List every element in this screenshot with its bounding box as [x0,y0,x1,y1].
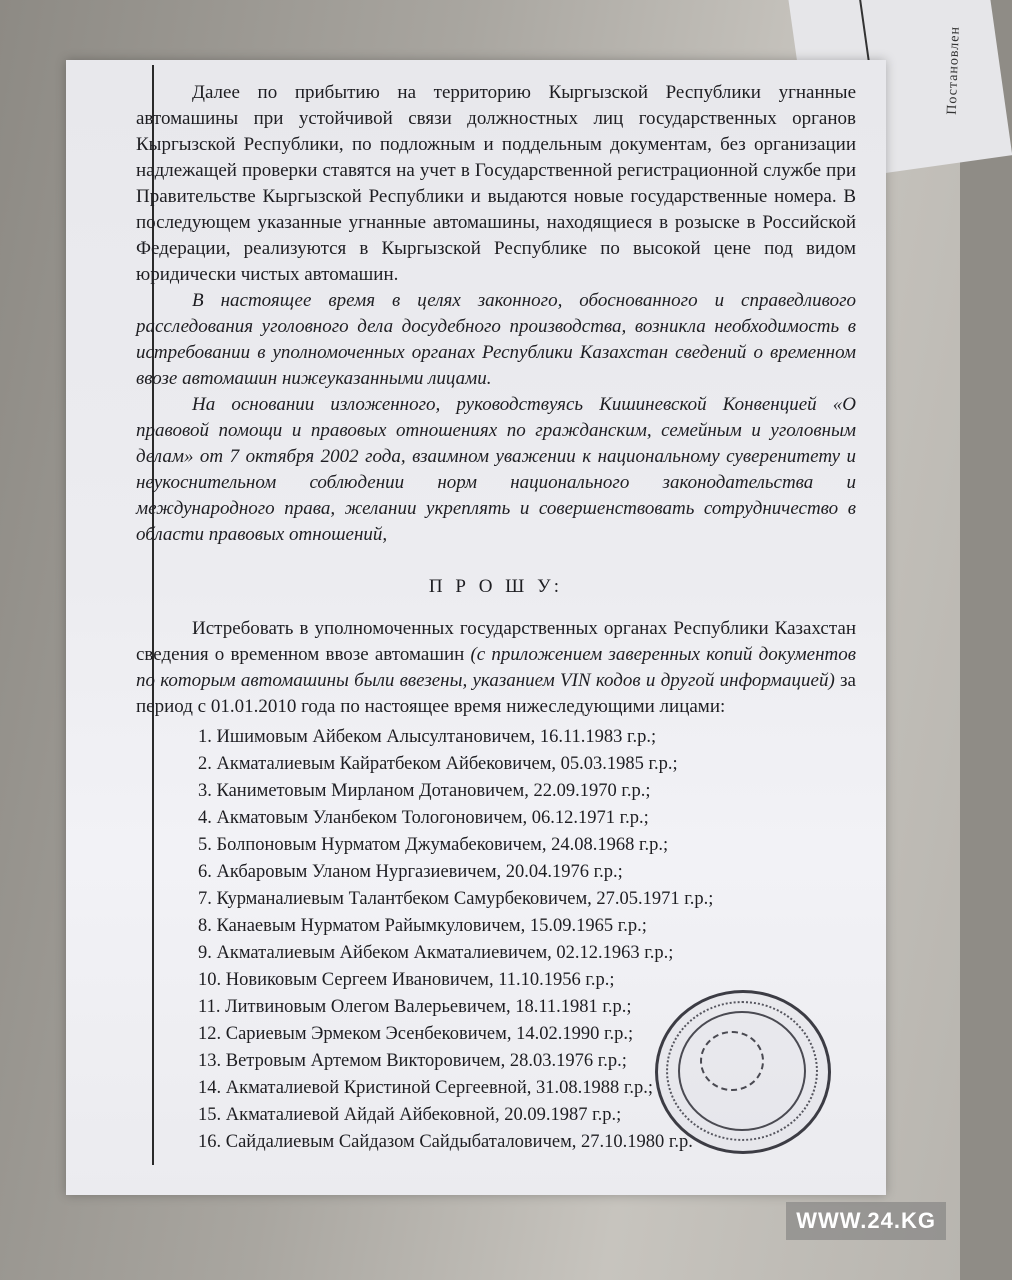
list-item: 2. Акматалиевым Кайратбеком Айбековичем, 05.03.1985 г.р.; [198,754,678,774]
list-item: 9. Акматалиевым Айбеком Акматалиевичем, 02.12.1963 г.р.; [198,943,674,963]
list-item: 7. Курманалиевым Талантбеком Самурбековичем, 27.05.1971 г.р.; [198,889,714,909]
request-start: Истребовать в уполномоченных государственных органах Республики Казахстан сведения о временном ввозе автомашин [136,618,856,665]
list-item: 16. Сайдалиевым Сайдазом Сайдыбаталовичем, 27.10.1980 г.р. [198,1132,693,1152]
list-item: 3. Каниметовым Мирланом Дотановичем, 22.09.1970 г.р.; [198,781,651,801]
list-item: 1. Ишимовым Айбеком Алысултановичем, 16.11.1983 г.р.; [198,727,657,747]
list-item: 14. Акматалиевой Кристиной Сергеевной, 31.08.1988 г.р.; [198,1078,654,1098]
seal-emblem [700,1031,764,1091]
official-seal [655,990,831,1154]
list-item: 4. Акматовым Уланбеком Тологоновичем, 06.12.1971 г.р.; [198,808,649,828]
list-item: 12. Сариевым Эрмеком Эсенбековичем, 14.02.1990 г.р.; [198,1024,634,1044]
list-item: 8. Канаевым Нурматом Райымкуловичем, 15.09.1965 г.р.; [198,916,647,936]
list-item: 13. Ветровым Артемом Викторовичем, 28.03.1976 г.р.; [198,1051,627,1071]
paragraph-stolen-cars: Далее по прибытию на территорию Кыргызской Республики угнанные автомашины при устойчивой связи должностных лиц государственных органов Кыргызской Республики, по подложным и поддельным документам, без организации надлежащей проверки ставятся на учет в Государственной регистрационной службе при Правительстве Кыргызской Республики и выдаются новые государственные номера. В последующем указанные угнанные автомашины, находящиеся в розыске в Российской Федерации, реализуются в Кыргызской Республике по высокой цене под видом юридически чистых автомашин. [136,82,856,285]
list-item: 15. Акматалиевой Айдай Айбековной, 20.09.1987 г.р.; [198,1105,622,1125]
request-heading: П Р О Ш У: [428,576,564,597]
request-end: за период с 01.01.2010 года по настоящее время нижеследующими лицами: [136,670,856,717]
list-item: 10. Новиковым Сергеем Ивановичем, 11.10.1956 г.р.; [198,970,615,990]
list-item: 5. Болпоновым Нурматом Джумабековичем, 24.08.1968 г.р.; [198,835,669,855]
adjacent-sheet-text: Постановлен [944,25,963,116]
site-watermark: WWW.24.KG [786,1202,946,1240]
paragraph-convention: На основании изложенного, руководствуясь Кишиневской Конвенцией «О правовой помощи и правовых отношениях по гражданским, семейным и уголовным делам» от 7 октября 2002 года, взаимном уважении к национальному суверенитету и неукоснительном соблюдении норм национального законодательства и международного права, желании укреплять и совершенствовать сотрудничество в области правовых отношений, [136,394,856,545]
list-item: 11. Литвиновым Олегом Валерьевичем, 18.11.1981 г.р.; [198,997,632,1017]
paragraph-investigation: В настоящее время в целях законного, обоснованного и справедливого расследования уголовного дела досудебного производства, возникла необходимость в истребовании в уполномоченных органах Республики Казахстан сведений о временном ввозе автомашин нижеуказанными лицами. [136,290,856,389]
request-paragraph [136,616,856,720]
request-italic: (с приложением заверенных копий документов по которым автомашины были ввезены, указанием VIN кодов и другой информацией) [136,644,856,691]
list-item: 6. Акбаровым Уланом Нургазиевичем, 20.04.1976 г.р.; [198,862,623,882]
